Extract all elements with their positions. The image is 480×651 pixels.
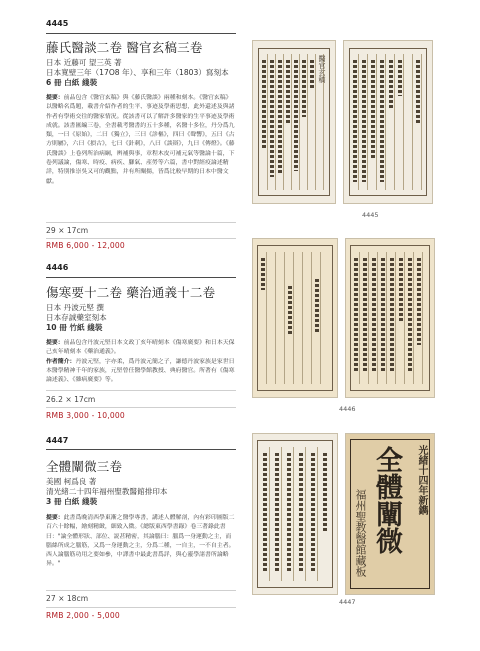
book-photo-left [252,433,338,595]
page-heading: 醫官玄稿 [318,55,326,83]
divider [46,222,236,223]
desc-text: 丹波元堅，字亦柔，爲丹波元簡之子，謙德丹波家族是家世日本醫學精神千年的家族，元堅曾任醫學館教授、典府醫官。所著有《傷寒論述義》、《雜病廣要》等。 [46,358,235,384]
lot-number: 4446 [46,263,69,272]
desc-key: 提要： [46,515,64,521]
lot-description [46,94,236,187]
title-page-main: 全體闡微 [371,446,402,554]
lot-description [46,514,236,570]
title-page-publisher: 福州聖教醫館藏板 [354,489,367,577]
lot-volumes: 10 冊 竹紙 綫裝 [46,323,103,332]
book-photo-right [345,238,435,398]
lot-title: 全體闡微三卷 [46,459,123,474]
lot-volumes: 3 冊 白紙 綫裝 [46,497,98,506]
lot-edition: 清光緒二十四年福州聖教醫館排印本 [46,487,168,496]
lot-rule [46,33,236,34]
lot-estimate: RMB 2,000 - 5,000 [46,611,120,620]
lot-edition: 日本存誠藥室刻本 [46,313,107,322]
book-photo-left [252,238,338,398]
desc-key: 作者簡介： [46,358,76,365]
book-photo-right [343,40,433,204]
lot-rule [46,277,236,278]
lot-author: 日本 近藤可 望三英 著 [46,58,122,67]
title-page-date: 光緒十四年新鐫 [416,445,427,515]
lot-number: 4447 [46,436,69,445]
book-photo-title-page [345,433,435,595]
divider [46,590,236,591]
book-photo-left [252,40,336,204]
lot-dimensions: 26.2 × 17cm [46,395,96,404]
desc-key: 提要： [46,95,64,101]
divider [46,607,236,608]
lot-title: 藤氏醫談二卷 醫官玄稿三卷 [46,40,203,55]
lot-edition: 日本寬壁三年（17O8 年）、享和三年（1803）寫刻本 [46,68,229,77]
photo-caption: 4447 [339,598,356,606]
lot-author: 美國 柯爲良 著 [46,477,97,486]
lot-volumes: 6 冊 白紙 綫裝 [46,78,98,87]
divider [46,238,236,239]
desc-key: 提要： [46,340,64,346]
lot-number: 4445 [46,19,69,28]
desc-text: 前品包含丹波元堅日本文政丁亥年晴刻本《傷寒廣要》和日本天保己亥年晴刻本《藥治通義》。 [46,340,235,356]
desc-text: 此書爲晚清西學東漸之醫學專書，講述人體解剖，內有彩印圖版二百六十餘幅，繪刻精緻，細致入微。《總版東西學書錄》卷三著錄此書曰："論全體形狀、部位、説甚精密，其論腦曰：腦爲一身運動之主，而腦絲所成之腦筋，又爲一身運動之主，分爲二種，一自主，一不自主者。西人論腦筋功用之要如參，中譯書中最此書爲詳，與心靈學諸書所論略异。" [46,515,235,568]
lot-estimate: RMB 3,000 - 10,000 [46,411,125,420]
desc-text: 前品包含《醫官玄稿》與《藤氏醫談》兩種和刻本。《醫官玄稿》以醫略名爲題，載書介紹作者的生平、事迹及學術思想，此外還述及與諸作者有學術交往的醫家情況。從該書可以了解許多醫家的生平事迹及學術成就。該書匯編三卷，全書載考醫書約五十多種，名醫十多位，丹分爲九類，一曰《原始》，二曰《獨立》，三曰《診樞》，四曰《聲響》，五曰《古方則屬》，六曰《損古》，七曰《針刺》，八曰《談辯》，九曰《傳燈》。《藤氏醫談》上卷列所治病綱，辨補與事，章程木皮可補元氣等醫論十篇，下卷列議論，傷寒、時疫、病疾、腳氣、產勞等六篇，書中對經疫論述精詳，特別推崇吳又可的觀點，并有所闡揚，皆爲比較早期的日本中醫文獻。 [46,95,235,185]
lot-description [46,339,236,385]
lot-rule [46,449,236,450]
lot-title: 傷寒要十二卷 藥治通義十二卷 [46,285,216,300]
lot-dimensions: 27 × 18cm [46,594,89,603]
lot-estimate: RMB 6,000 - 12,000 [46,241,125,250]
divider [46,407,236,408]
divider [46,390,236,391]
photo-caption: 4445 [362,211,379,219]
lot-author: 日本 丹波元堅 撰 [46,303,104,312]
lot-dimensions: 29 × 17cm [46,226,89,235]
photo-caption: 4446 [339,405,356,413]
